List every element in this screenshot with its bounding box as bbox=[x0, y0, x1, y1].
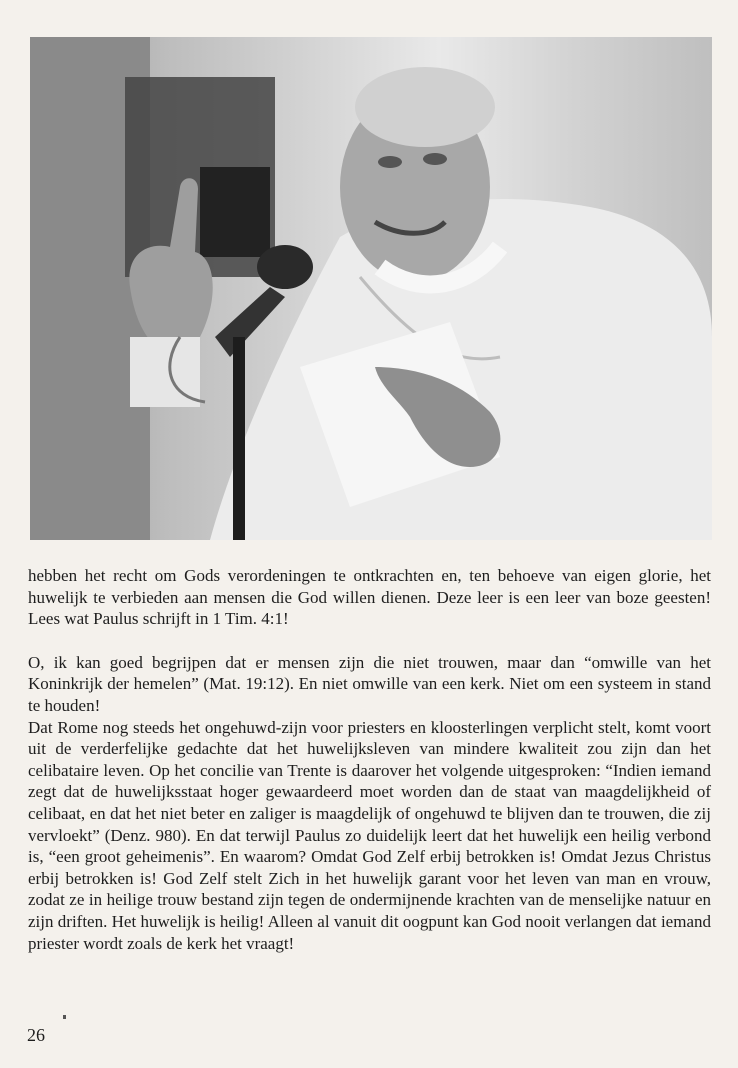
microphone-stand bbox=[233, 337, 245, 540]
paragraph-gap bbox=[28, 630, 711, 652]
microphone-handle bbox=[215, 287, 285, 357]
print-mark bbox=[63, 1015, 66, 1019]
body-text bbox=[28, 565, 711, 954]
photo-eye-right bbox=[423, 153, 447, 165]
microphone-icon bbox=[257, 245, 313, 289]
page-number: 26 bbox=[27, 1025, 45, 1045]
paragraph-2: O, ik kan goed begrijpen dat er mensen zijn die niet trouwen, maar dan “omwille van het Koninkrijk der hemelen” (Mat. 19:12). En niet omwille van een kerk. Niet om een systeem in stand te houden! bbox=[28, 652, 711, 715]
photo-of-speaker-at-microphone bbox=[30, 37, 712, 540]
photo-background-shadow bbox=[200, 167, 270, 257]
photo-illustration bbox=[30, 37, 712, 540]
paragraph-3: Dat Rome nog steeds het ongehuwd-zijn voor priesters en kloosterlingen verplicht stelt, komt voort uit de verderfelijke gedachte dat het huwelijksleven van mindere kwaliteit zou zijn dan het celibataire leven. Op het concilie van Trente is daarover het volgende uitgesproken: “Indien iemand zegt dat de huwelijksstaat hoger gewaardeerd moet worden dan de staat van maagdelijkheid of celibaat, en dat het niet beter en zaliger is maagdelijk of ongehuwd te blijven dan te trouwen, die zij vervloekt” (Denz. 980). En dat terwijl Paulus zo duidelijk leert dat het huwelijk een heilig verbond is, “een groot geheimenis”. En waarom? Omdat God Zelf erbij betrokken is! Omdat Jezus Christus erbij betrokken is! God Zelf stelt Zich in het huwelijk garant voor het leven van man en vrouw, zodat ze in heilige trouw bestand zijn tegen de ondermijnende krachten van de menselijke natuur en zijn driften. Het huwelijk is heilig! Alleen al vanuit dit oogpunt kan God nooit verlangen dat iemand priester wordt zoals de kerk het vraagt! bbox=[28, 717, 711, 953]
photo-hair bbox=[355, 67, 495, 147]
photo-eye-left bbox=[378, 156, 402, 168]
paragraph-1: hebben het recht om Gods verordeningen te ontkrachten en, ten behoeve van eigen glorie, het huwelijk te verbieden aan mensen die God willen dienen. Deze leer is een leer van boze geesten! Lees wat Paulus schrijft in 1 Tim. 4:1! bbox=[28, 566, 711, 629]
